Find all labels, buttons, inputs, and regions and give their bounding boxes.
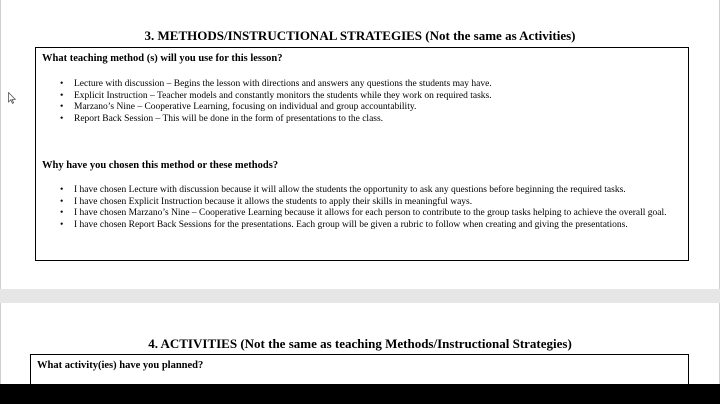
bullet-icon: • xyxy=(60,113,64,124)
list-item: • I have chosen Lecture with discussion because it will allow the students the opportunity to ask any questions before beginning the required tasks. xyxy=(60,185,626,195)
mouse-pointer-icon xyxy=(8,92,16,104)
bullet-icon: • xyxy=(60,90,64,101)
reasons-question: Why have you chosen this method or these methods? xyxy=(42,160,279,171)
list-item: • I have chosen Report Back Sessions for the presentations. Each group will be given a rubric to follow when creating and giving the presentations. xyxy=(60,219,628,230)
bullet-icon: • xyxy=(60,196,64,207)
bottom-bar xyxy=(0,384,720,404)
bullet-icon: • xyxy=(60,208,64,218)
bullet-icon: • xyxy=(60,219,64,230)
bullet-icon: • xyxy=(60,79,64,89)
reasons-list xyxy=(38,185,684,231)
list-item: • Explicit Instruction – Teacher models and constantly monitors the students while they work on required tasks. xyxy=(60,90,492,101)
section-3-heading: 3. METHODS/INSTRUCTIONAL STRATEGIES (Not the same as Activities) xyxy=(144,28,576,43)
methods-box xyxy=(35,47,689,261)
list-item: • Lecture with discussion – Begins the lesson with directions and answers any questions the students may have. xyxy=(60,79,492,89)
methods-list xyxy=(38,79,678,125)
document-page-2 xyxy=(0,303,720,384)
section-4-heading: 4. ACTIVITIES (Not the same as teaching Methods/Instructional Strategies) xyxy=(148,336,572,351)
list-item: • I have chosen Marzano’s Nine – Cooperative Learning because it allows for each person to contribute to the group tasks helping to achieve the overall goal. xyxy=(60,208,667,218)
activities-box xyxy=(30,354,689,384)
list-item: • I have chosen Explicit Instruction because it allows the students to apply their skills in meaningful ways. xyxy=(60,196,473,207)
bullet-icon: • xyxy=(60,102,64,112)
list-item: • Report Back Session – This will be done in the form of presentations to the class. xyxy=(60,113,384,124)
list-item: • Marzano’s Nine – Cooperative Learning, focusing on individual and group accountability. xyxy=(60,102,417,112)
activities-question: What activity(ies) have you planned? xyxy=(37,360,204,371)
bullet-icon: • xyxy=(60,185,64,195)
methods-question: What teaching method (s) will you use for this lesson? xyxy=(42,53,283,64)
